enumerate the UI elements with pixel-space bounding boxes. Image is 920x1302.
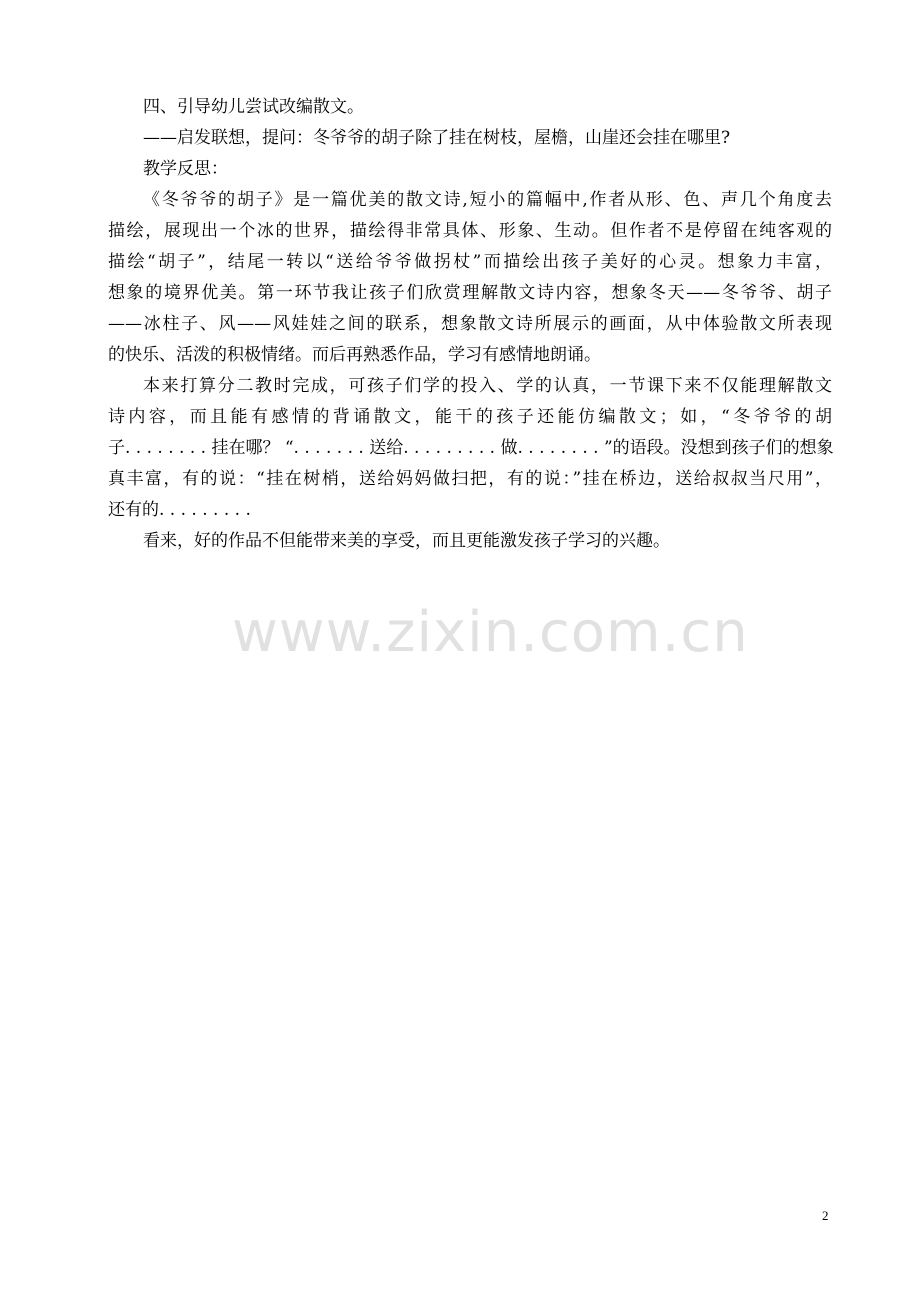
watermark-text: www.zixin.com.cn: [232, 600, 749, 665]
paragraph-line: 还有的. . . . . . . . .: [108, 500, 251, 520]
conclusion-line: 看来，好的作品不但能带来美的享受，而且更能激发孩子学习的兴趣。: [143, 531, 670, 551]
paragraph-plan: [108, 371, 832, 526]
paragraph-line: 描绘，展现出一个冰的世界，描绘得非常具体、形象、生动。但作者不是停留在纯客观的: [108, 221, 832, 241]
page-number: 2: [822, 1208, 829, 1223]
reflection-title: 教学反思：: [143, 159, 228, 179]
prompt-line: ——启发联想，提问：冬爷爷的胡子除了挂在树枝，屋檐，山崖还会挂在哪里?: [143, 128, 731, 148]
paragraph-line: 本来打算分二教时完成，可孩子们学的投入、学的认真，一节课下来不仅能理解散文: [143, 376, 832, 396]
paragraph-line: ——冰柱子、风——风娃娃之间的联系，想象散文诗所展示的画面，从中体验散文所表现: [108, 314, 832, 334]
paragraph-line: 子. . . . . . . . 挂在哪？ “. . . . . . . 送给. . . . . . . . . 做. . . . . . . . ”的语段。没想到孩子们的想象: [108, 438, 834, 458]
section-heading: 四、引导幼儿尝试改编散文。: [143, 97, 364, 117]
paragraph-line: 描绘“胡子”，结尾一转以“送给爷爷做拐杖”而描绘出孩子美好的心灵。想象力丰富，: [108, 252, 832, 272]
document-body: [108, 92, 832, 557]
paragraph-line: 真丰富，有的说：“挂在树梢，送给妈妈做扫把，有的说：”挂在桥边，送给叔叔当尺用”，: [108, 469, 832, 489]
paragraph-line: 《冬爷爷的胡子》是一篇优美的散文诗,短小的篇幅中,作者从形、色、声几个角度去: [143, 190, 832, 210]
paragraph-line: 诗内容，而且能有感情的背诵散文，能干的孩子还能仿编散文；如，“冬爷爷的胡: [108, 407, 832, 427]
paragraph-line: 想象的境界优美。第一环节我让孩子们欣赏理解散文诗内容，想象冬天——冬爷爷、胡子: [108, 283, 832, 303]
paragraph-reflection: [108, 185, 832, 371]
paragraph-line: 的快乐、活泼的积极情绪。而后再熟悉作品，学习有感情地朗诵。: [108, 345, 601, 365]
